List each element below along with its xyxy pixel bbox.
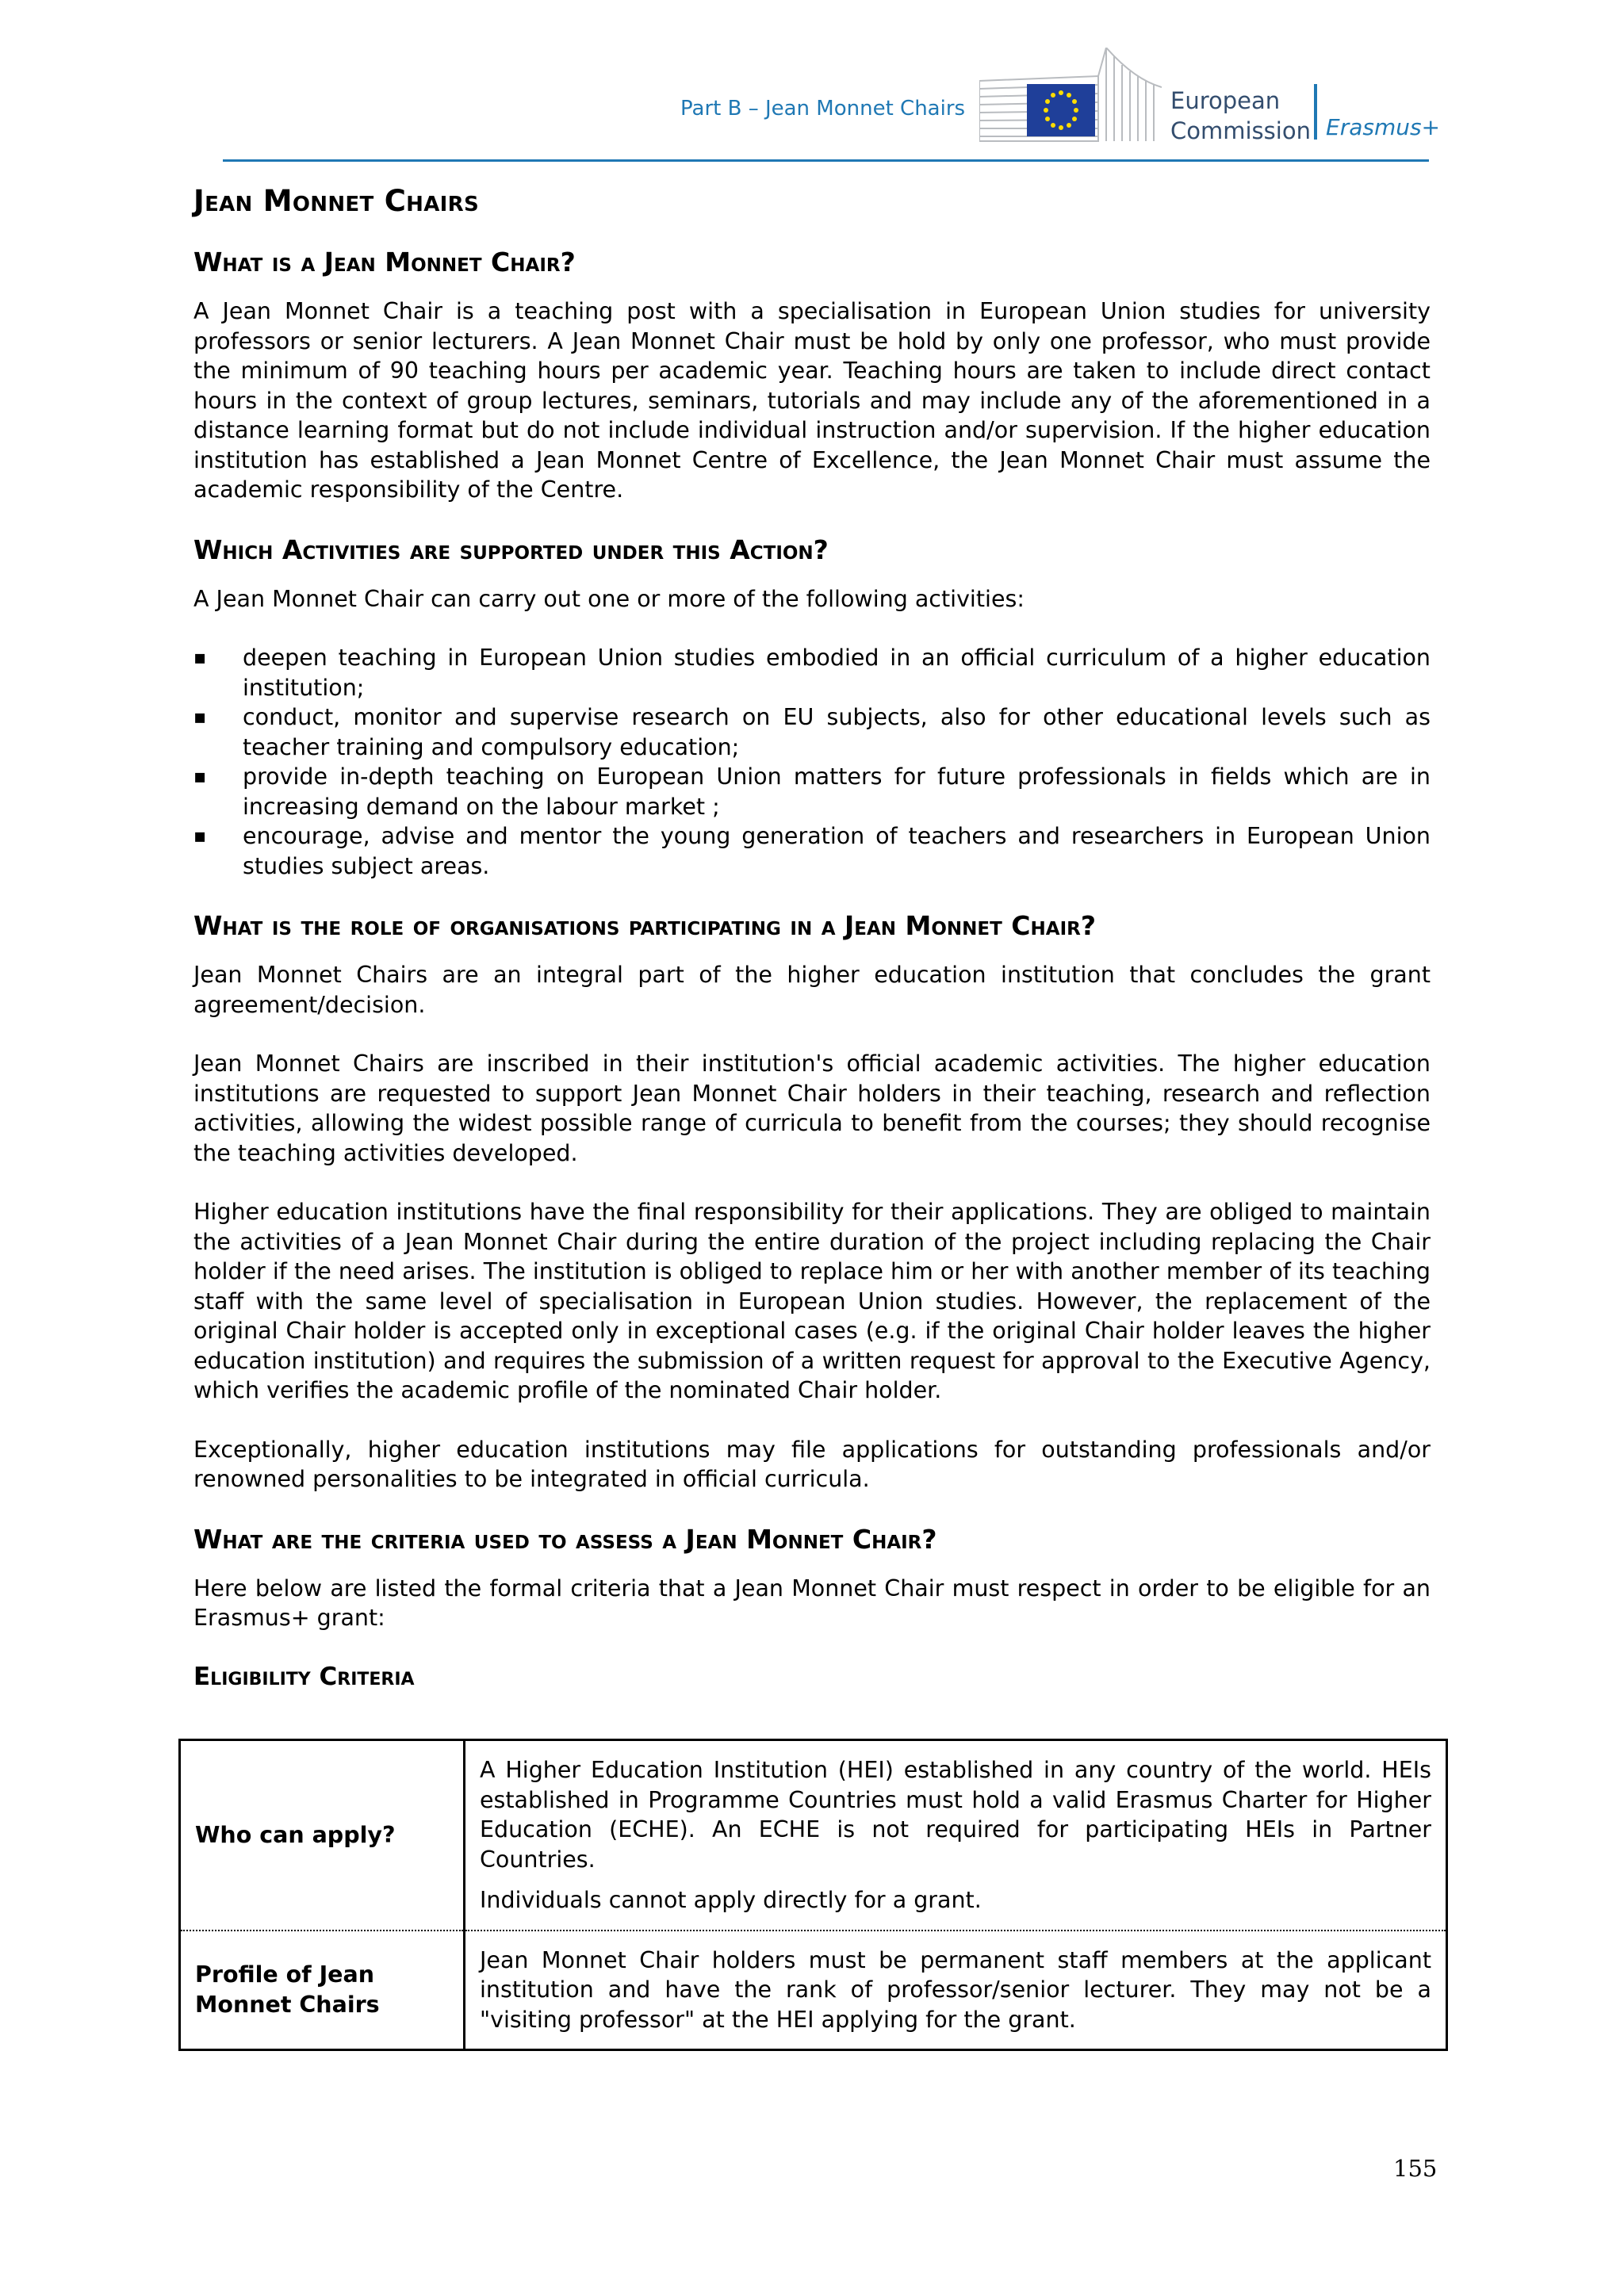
paragraph-role-4: Exceptionally, higher education institutions may file applications for outstanding professionals and/or renowned personalities to be integrated in official curricula. [193,1436,1431,1492]
heading-role: What is the role of organisations participating in a Jean Monnet Chair? [193,910,1096,941]
document-body [193,184,1431,1710]
table-cell-text: Individuals cannot apply directly for a grant. [480,1887,982,1913]
part-label: Part B – Jean Monnet Chairs [680,97,966,121]
paragraph-activities-intro: A Jean Monnet Chair can carry out one or more of the following activities: [193,585,1025,612]
activities-list [193,643,1431,881]
list-item: ▪ encourage, advise and mentor the young generation of teachers and researchers in European Union studies subject areas. [193,821,1431,881]
heading-what-is: What is a Jean Monnet Chair? [193,247,576,277]
erasmus-wordmark: Erasmus+ [1326,114,1441,140]
heading-criteria: What are the criteria used to assess a Jean Monnet Chair? [193,1523,937,1555]
table-row-content [465,1740,1447,1931]
page-title: Jean Monnet Chairs [193,184,479,218]
heading-activities: Which Activities are supported under this Action? [193,534,829,565]
header-rule [223,159,1429,162]
page-header [0,0,1624,166]
logo-divider [1314,84,1317,140]
table-row [180,1931,1447,2050]
table-row [180,1740,1447,1931]
page-number: 155 [1393,2155,1438,2182]
list-item: ▪ conduct, monitor and supervise research on EU subjects, also for other educational levels such as teacher training and compulsory education; [193,702,1431,762]
table-row-content [465,1931,1447,2050]
table-cell-text: A Higher Education Institution (HEI) established in any country of the world. HEIs established in Programme Countries must hold a valid Erasmus Charter for Higher Education (ECHE). An ECHE is not required for participating HEIs in Partner Countries. [480,1757,1431,1873]
european-commission-logo-icon [979,48,1162,143]
table-cell-text: Jean Monnet Chair holders must be permanent staff members at the applicant institution and have the rank of professor/senior lecturer. They may not be a "visiting professor" at the HEI applying for the grant. [480,1946,1431,2033]
list-item: ▪ deepen teaching in European Union studies embodied in an official curriculum of a higher education institution; [193,643,1431,702]
paragraph-role-1: Jean Monnet Chairs are an integral part of the higher education institution that concludes the grant agreement/decision. [193,962,1431,1018]
paragraph-role-2: Jean Monnet Chairs are inscribed in their institution's official academic activities. The higher education institutions are requested to support Jean Monnet Chair holders in their teaching, research and reflection activities, allowing the widest possible range of curricula to benefit from the courses; they should recognise the teaching activities developed. [193,1050,1431,1166]
european-commission-wordmark [1170,86,1311,146]
paragraph-what-is: A Jean Monnet Chair is a teaching post with a specialisation in European Union studies for university professors or senior lecturers. A Jean Monnet Chair must be hold by only one professor, who must provide the minimum of 90 teaching hours per academic year. Teaching hours are taken to include direct contact hours in the context of group lectures, seminars, tutorials and may include any of the aforementioned in a distance learning format but do not include individual instruction and/or supervision. If the higher education institution has established a Jean Monnet Centre of Excellence, the Jean Monnet Chair must assume the academic responsibility of the Centre. [193,298,1431,503]
paragraph-criteria-intro: Here below are listed the formal criteria that a Jean Monnet Chair must respect in order to be eligible for an Erasmus+ grant: [193,1575,1431,1631]
paragraph-role-3: Higher education institutions have the final responsibility for their applications. They are obliged to maintain the activities of a Jean Monnet Chair during the entire duration of the project including replacing the Chair holder if the need arises. The institution is obliged to replace him or her with another member of its teaching staff with the same level of specialisation in European Union studies. However, the replacement of the original Chair holder is accepted only in exceptional cases (e.g. if the original Chair holder leaves the higher education institution) and requires the submission of a written request for approval to the Executive Agency, which verifies the academic profile of the nominated Chair holder. [193,1199,1431,1403]
ec-line-2: Commission [1170,117,1311,144]
heading-eligibility: Eligibility Criteria [193,1662,415,1691]
table-row-label: Who can apply? [180,1740,465,1931]
ec-line-1: European [1170,87,1281,114]
list-item: ▪ provide in-depth teaching on European Union matters for future professionals in fields which are in increasing demand on the labour market ; [193,762,1431,821]
eligibility-table [178,1739,1448,2051]
table-row-label: Profile of Jean Monnet Chairs [180,1931,465,2050]
